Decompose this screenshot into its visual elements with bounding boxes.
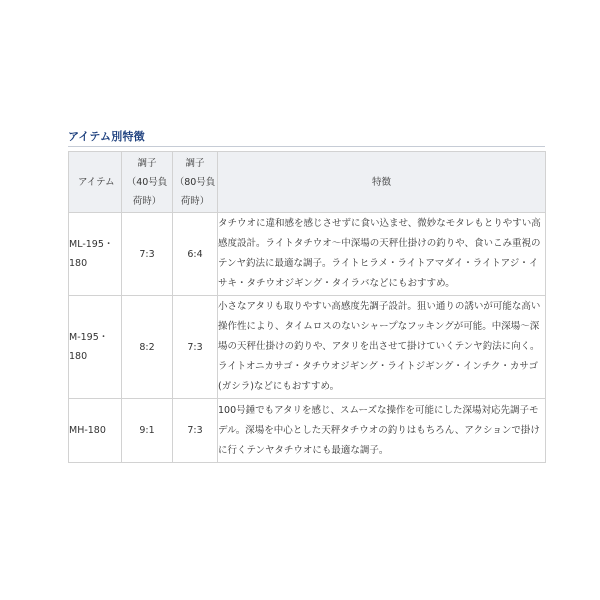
header-tone-40-line1: 調子 [137,157,157,169]
model-cell [69,213,122,296]
tone-40-cell: 8:2 [122,296,173,399]
model-name-line2: 180 [69,258,88,269]
model-cell [69,399,122,463]
header-tone-40-line2: （40号負 [126,176,168,188]
header-tone-80-line1: 調子 [185,157,205,169]
model-cell [69,296,122,399]
table-row [69,399,546,463]
header-item: アイテム [69,152,122,213]
header-tone-80 [173,152,218,213]
feature-cell: 小さなアタリも取りやすい高感度先調子設計。狙い通りの誘いが可能な高い操作性により、タイムロスのないシャープなフッキングが可能。中深場～深場の天秤仕掛けの釣りや、アタリを出させて掛けていくテンヤ釣法に向く。ライトオニカサゴ・タチウオジギング・ライトジギング・インチク・カサゴ(ガシラ)などにもおすすめ。 [218,296,546,399]
tone-80-cell: 7:3 [173,296,218,399]
title-divider [68,146,545,147]
section-title: アイテム別特徴 [68,130,145,143]
tone-40-cell: 7:3 [122,213,173,296]
model-name-line1: ML-195・ [69,239,114,250]
header-feature: 特徴 [218,152,546,213]
header-tone-80-line2: （80号負 [174,176,216,188]
header-tone-40-line3: 荷時） [132,195,162,207]
header-tone-40 [122,152,173,213]
feature-cell: タチウオに違和感を感じさせずに食い込ませ、微妙なモタレもとりやすい高感度設計。ライトタチウオ～中深場の天秤仕掛けの釣りや、食いこみ重視のテンヤ釣法に最適な調子。ライトヒラメ・ライトアマダイ・ライトアジ・イサキ・タチウオジギング・タイラバなどにもおすすめ。 [218,213,546,296]
model-name-line1: MH-180 [69,425,106,436]
model-name-line1: M-195・180 [69,332,109,362]
tone-80-cell: 6:4 [173,213,218,296]
table-header-row [69,152,546,213]
item-feature-table [68,151,546,463]
tone-80-cell: 7:3 [173,399,218,463]
feature-cell: 100号錘でもアタリを感じ、スムーズな操作を可能にした深場対応先調子モデル。深場を中心とした天秤タチウオの釣りはもちろん、アクションで掛けに行くテンヤタチウオにも最適な調子。 [218,399,546,463]
table-row [69,213,546,296]
table-row [69,296,546,399]
tone-40-cell: 9:1 [122,399,173,463]
header-tone-80-line3: 荷時） [180,195,210,207]
